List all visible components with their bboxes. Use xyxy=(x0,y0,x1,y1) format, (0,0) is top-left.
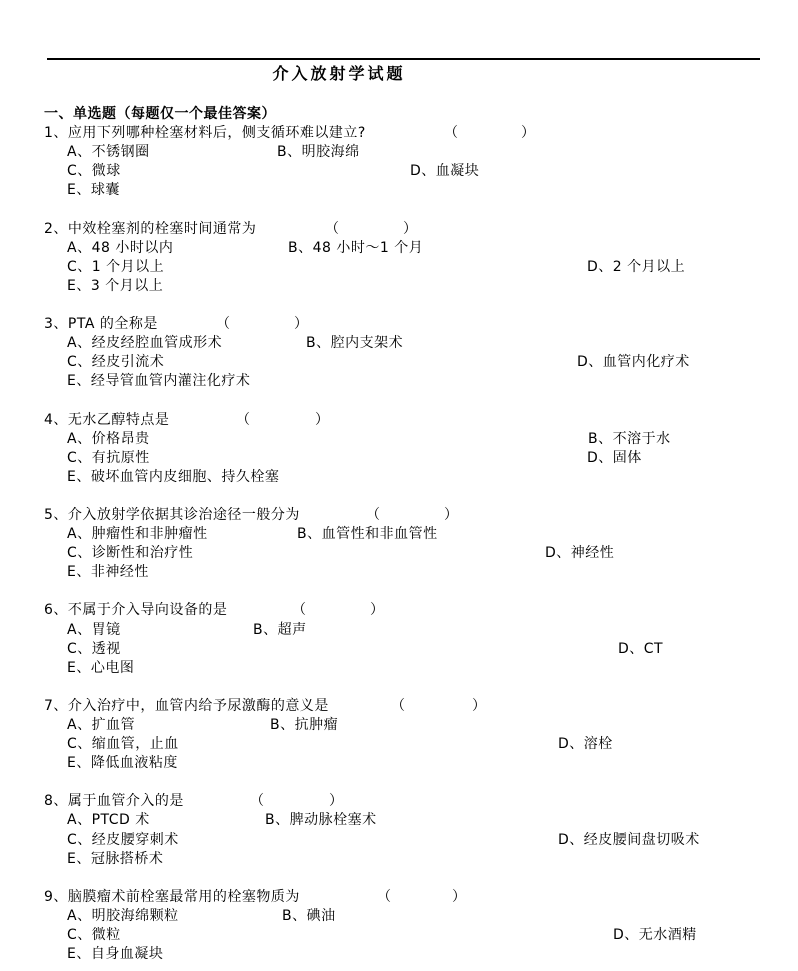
option-a: A、明胶海绵颗粒 xyxy=(67,907,179,924)
question-block-2 xyxy=(44,220,784,296)
option-d: D、神经性 xyxy=(545,545,615,562)
answer-bracket-open: （ xyxy=(250,793,265,810)
option-c: C、经皮腰穿刺术 xyxy=(67,831,179,848)
option-c: C、1 个月以上 xyxy=(67,258,165,275)
option-b: B、超声 xyxy=(253,621,307,638)
option-row xyxy=(44,468,784,487)
answer-bracket-open: （ xyxy=(216,316,231,333)
question-line xyxy=(44,697,784,716)
answer-bracket-close: ） xyxy=(329,793,344,810)
question-number: 3、 xyxy=(44,316,68,333)
option-b: B、明胶海绵 xyxy=(277,144,360,161)
option-d: D、固体 xyxy=(587,449,642,466)
answer-bracket-close: ） xyxy=(452,888,467,905)
option-a: A、价格昂贵 xyxy=(67,430,150,447)
option-e: E、冠脉搭桥术 xyxy=(67,850,164,867)
option-e: E、经导管血管内灌注化疗术 xyxy=(67,373,251,390)
option-c: C、缩血管，止血 xyxy=(67,736,179,753)
option-row xyxy=(44,277,784,296)
option-a: A、PTCD 术 xyxy=(67,812,150,829)
question-block-5 xyxy=(44,506,784,582)
option-row xyxy=(44,621,784,640)
question-line xyxy=(44,124,784,143)
question-text: 应用下列哪种栓塞材料后，侧支循环难以建立? xyxy=(67,125,366,142)
question-block-4 xyxy=(44,411,784,487)
answer-bracket-close: ） xyxy=(403,220,418,237)
question-text: 属于血管介入的是 xyxy=(67,793,184,810)
option-e: E、破坏血管内皮细胞、持久栓塞 xyxy=(67,468,280,485)
question-block-9 xyxy=(44,888,784,964)
question-number: 7、 xyxy=(44,697,68,714)
question-block-8 xyxy=(44,792,784,868)
question-line xyxy=(44,792,784,811)
option-row xyxy=(44,754,784,773)
option-e: E、球囊 xyxy=(67,182,120,199)
option-row xyxy=(44,143,784,162)
option-a: A、48 小时以内 xyxy=(67,239,174,256)
option-c: C、微球 xyxy=(67,163,121,180)
question-number: 8、 xyxy=(44,793,68,810)
question-line xyxy=(44,220,784,239)
option-row xyxy=(44,449,784,468)
option-e: E、降低血液粘度 xyxy=(67,755,178,772)
option-row xyxy=(44,850,784,869)
page-title: 介入放射学试题 xyxy=(272,64,406,83)
option-b: B、48 小时～1 个月 xyxy=(288,239,424,256)
option-b: B、不溶于水 xyxy=(588,430,671,447)
option-d: D、2 个月以上 xyxy=(587,258,686,275)
question-line xyxy=(44,888,784,907)
question-block-1 xyxy=(44,124,784,200)
question-text: 介入放射学依据其诊治途径一般分为 xyxy=(67,506,300,523)
question-number: 2、 xyxy=(44,220,68,237)
option-d: D、溶栓 xyxy=(558,736,613,753)
option-row xyxy=(44,525,784,544)
option-row xyxy=(44,162,784,181)
question-line xyxy=(44,506,784,525)
answer-bracket-close: ） xyxy=(521,125,536,142)
question-line xyxy=(44,601,784,620)
header-divider-line xyxy=(47,58,760,60)
option-c: C、经皮引流术 xyxy=(67,354,165,371)
option-row xyxy=(44,811,784,830)
option-row xyxy=(44,945,784,964)
exam-content xyxy=(44,105,784,971)
option-row xyxy=(44,563,784,582)
option-row xyxy=(44,735,784,754)
answer-bracket-open: （ xyxy=(444,125,459,142)
option-d: D、无水酒精 xyxy=(613,927,697,944)
option-c: C、微粒 xyxy=(67,927,121,944)
question-text: 介入治疗中，血管内给予尿激酶的意义是 xyxy=(67,697,329,714)
option-row xyxy=(44,907,784,926)
option-row xyxy=(44,334,784,353)
answer-bracket-close: ） xyxy=(370,602,385,619)
option-e: E、3 个月以上 xyxy=(67,277,164,294)
question-line xyxy=(44,315,784,334)
option-row xyxy=(44,430,784,449)
option-row xyxy=(44,716,784,735)
option-b: B、碘油 xyxy=(282,907,336,924)
option-row xyxy=(44,258,784,277)
option-a: A、不锈钢圈 xyxy=(67,144,150,161)
answer-bracket-open: （ xyxy=(377,888,392,905)
option-d: D、血凝块 xyxy=(410,163,480,180)
option-row xyxy=(44,181,784,200)
option-c: C、透视 xyxy=(67,640,121,657)
answer-bracket-open: （ xyxy=(366,506,381,523)
question-block-7 xyxy=(44,697,784,773)
option-row xyxy=(44,926,784,945)
option-b: B、腔内支架术 xyxy=(306,335,404,352)
option-d: D、血管内化疗术 xyxy=(577,354,690,371)
answer-bracket-close: ） xyxy=(444,506,459,523)
answer-bracket-close: ） xyxy=(294,316,309,333)
question-number: 1、 xyxy=(44,125,68,142)
question-text: 无水乙醇特点是 xyxy=(67,411,170,428)
option-a: A、肿瘤性和非肿瘤性 xyxy=(67,526,208,543)
answer-bracket-open: （ xyxy=(325,220,340,237)
option-row xyxy=(44,239,784,258)
question-text: 中效栓塞剂的栓塞时间通常为 xyxy=(67,220,257,237)
question-number: 4、 xyxy=(44,411,68,428)
option-d: D、经皮腰间盘切吸术 xyxy=(558,831,700,848)
section-heading: 一、单选题（每题仅一个最佳答案） xyxy=(44,106,276,122)
option-a: A、胃镜 xyxy=(67,621,121,638)
option-row xyxy=(44,640,784,659)
answer-bracket-close: ） xyxy=(315,411,330,428)
option-e: E、非神经性 xyxy=(67,564,149,581)
option-e: E、心电图 xyxy=(67,659,135,676)
question-number: 6、 xyxy=(44,602,68,619)
option-row xyxy=(44,831,784,850)
answer-bracket-close: ） xyxy=(472,697,487,714)
question-text: 脑膜瘤术前栓塞最常用的栓塞物质为 xyxy=(67,888,300,905)
question-line xyxy=(44,411,784,430)
question-block-6 xyxy=(44,601,784,677)
answer-bracket-open: （ xyxy=(391,697,406,714)
question-number: 9、 xyxy=(44,888,68,905)
option-row xyxy=(44,544,784,563)
question-number: 5、 xyxy=(44,506,68,523)
option-a: A、经皮经腔血管成形术 xyxy=(67,335,223,352)
question-block-3 xyxy=(44,315,784,391)
option-b: B、脾动脉栓塞术 xyxy=(265,812,377,829)
option-row xyxy=(44,659,784,678)
option-row xyxy=(44,372,784,391)
option-b: B、抗肿瘤 xyxy=(270,717,339,733)
question-text: PTA 的全称是 xyxy=(67,316,158,333)
answer-bracket-open: （ xyxy=(292,602,307,619)
option-e: E、自身血凝块 xyxy=(67,946,164,963)
option-c: C、有抗原性 xyxy=(67,449,150,466)
option-c: C、诊断性和治疗性 xyxy=(67,545,194,562)
option-a: A、扩血管 xyxy=(67,717,136,733)
option-d: D、CT xyxy=(618,640,664,657)
question-text: 不属于介入导向设备的是 xyxy=(67,602,228,619)
option-b: B、血管性和非血管性 xyxy=(297,526,438,543)
answer-bracket-open: （ xyxy=(236,411,251,428)
option-row xyxy=(44,353,784,372)
